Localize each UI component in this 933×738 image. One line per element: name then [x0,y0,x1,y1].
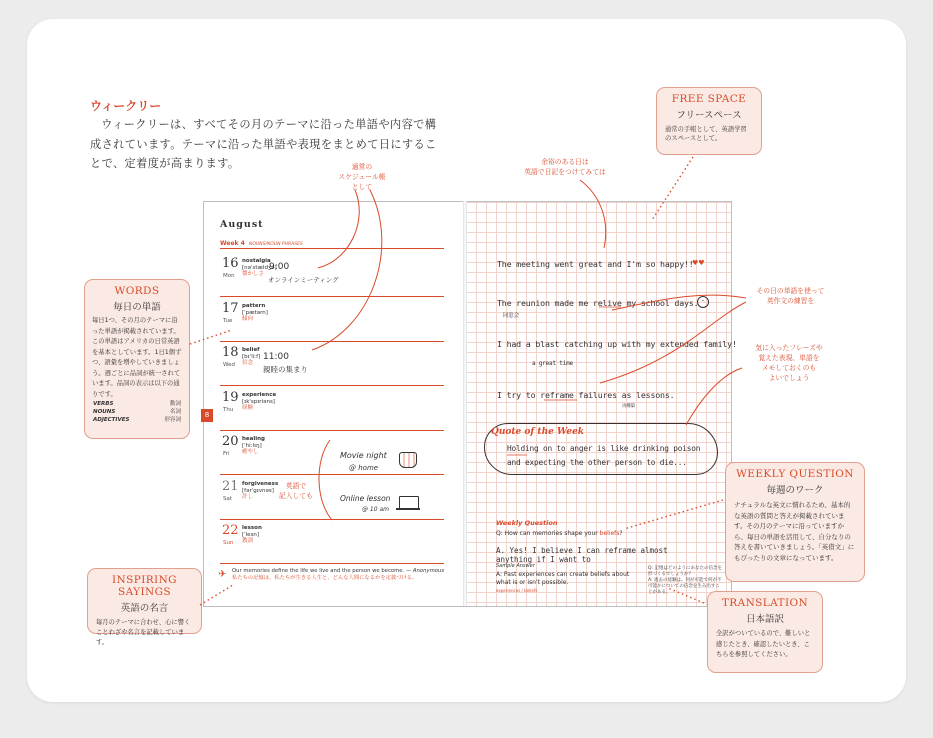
hand-text-fri-1: Movie night [340,451,387,460]
dots-words [190,330,232,344]
callout-free-space: FREE SPACE フリースペース 通常の手帳として、英語学習のスペースとして。 [656,87,762,155]
weekly-question-title: Weekly Question [496,519,558,527]
callout-inspiring: INSPIRING SAYINGS 英語の名言 毎月のテーマに合わせ、心に響くことわざや名言を記載しています。 [87,568,202,634]
translation-text: Q: 記憶はどのようにあなたの信念を形づくるでしょうか？ A: 過去の経験は、何が可能で何が不可能かについての信念を生み出すことがある。 [648,566,722,595]
hand-time-wed: 11:00 [263,352,289,362]
month-heading: August [220,219,264,230]
dots-translation [668,588,704,603]
quote-line-2: and expecting the other person to die... [507,458,687,467]
leader-use-word-1 [612,295,746,310]
day-number: 17 [222,301,239,316]
saying-author: — Anonymous [405,568,445,574]
annotation-free-day: 余裕のある日は 英語で日記をつけてみては [524,158,606,176]
day-word: nostalgia [nəˈstældʒə] 懐かしさ [242,258,277,277]
dots-free-space [652,157,693,220]
hand-text-mon: オンラインミーティング [268,276,339,284]
diary-line-1: The meeting went great and I'm so happy!! [497,259,694,269]
hand-text-sat-1: Online lesson [340,494,391,503]
day-number: 16 [222,256,239,271]
day-of-week: Wed [223,362,235,368]
sample-answer-label: Sample Answer [496,563,535,569]
section-title: ウィークリー [90,99,162,113]
annotation-english: 英語で 記入しても [279,482,313,500]
day-of-week: Tue [223,318,233,324]
hand-time-mon: 9:00 [269,262,290,272]
day-word: pattern [ˈpætərn] 傾向 [242,303,268,322]
callout-weekly-question: WEEKLY QUESTION 毎週のワーク ナチュラルな英文に慣れるため、基本的な英語の質問と答えが掲載されています。その月のテーマに沿っていますから、毎日の単語を活用して、自分なりの答えを書いていきましょう。「英借文」にもぴったりの文章になっています。 [725,462,865,582]
day-number: 19 [222,390,239,405]
day-of-week: Fri [223,451,230,457]
diary-line-3: I had a blast catching up with my extended family! [497,339,737,349]
dots-weekly-question [624,500,723,529]
annotation-memo: 気に入ったフレーズや 覚えた表現、単語を メモしておくのも よいでしょう [755,344,823,382]
day-number: 18 [222,345,239,360]
section-description: ウィークリーは、すべてその月のテーマに沿った単語や内容で構成されています。テーマに沿った単語や表現をまとめて日にすることで、定着度が高まります。 [90,118,437,170]
leader-memo [686,368,742,425]
leader-schedule-2 [312,190,382,350]
dots-inspiring [200,585,233,605]
leader-free-day [580,180,606,248]
day-number: 21 [222,479,239,494]
annotation-schedule: 通常の スケジュール帳 として [338,163,386,191]
bracket-english [319,440,332,520]
saying-ja: 私たちの記憶は、私たちが生きる人生と、どんな人間になるかを定義づける。 [232,574,418,581]
day-word: lesson [ˈlesn] 教訓 [242,525,262,544]
quote-line-1: Holding on to anger is like drinking poison [507,444,701,453]
day-number: 20 [222,434,239,449]
leader-use-word-2 [600,302,746,383]
sample-key-words: experiences / beliefs [496,588,538,593]
diary-note-1: 同窓会 [503,313,519,319]
day-of-week: Mon [223,273,235,279]
heart-icon: ♥♥ [692,259,705,267]
bird-icon: ✈ [218,569,227,580]
diary-note-2: a great time [532,360,573,367]
diary-note-3: 再構築 [622,404,635,409]
day-of-week: Sat [223,496,233,502]
day-word: belief [bɪˈliːf] 信念 [242,347,261,366]
callout-translation: TRANSLATION 日本語訳 全訳がついているので、難しいと感じたとき、確認したいとき、こちらを参照してください。 [707,591,823,673]
hand-text-wed: 親睦の集まり [263,365,308,374]
day-word: experience [ɪkˈspɪriəns] 経験 [242,392,277,411]
quote-heading: Quote of the Week [491,427,585,437]
annotation-use-word: その日の単語を使って 英作文の練習を [756,287,825,305]
diary-line-2: The reunion made me relive my school days. [497,298,699,308]
page-tab: 8 [201,409,213,422]
day-word: healing [ˈhiːlɪŋ] 癒やし [242,436,265,455]
day-word: forgiveness [fərˈɡɪvnəs] 許し [242,481,279,500]
hand-text-sat-2: @ 10 am [362,506,389,513]
callout-words: WORDS 毎日の単語 毎日1つ、その月のテーマに沿った単語が掲載されています。この単語はアメリカの日常英語を基本としています。1日1個ずつ、語彙を増やしていきましょう。週ごとに品詞が統一されています。品詞の表示は以下の通りです。 VERBS 動詞 NOUNS 名詞 ADJECTIVES 形容詞 [84,279,190,439]
sample-answer: A: Past experiences can create beliefs about what is or isn't possible. [496,571,630,586]
week-heading: Week 4 NOUNS/NOUN PHRASES [220,240,303,247]
day-of-week: Sun [223,540,234,546]
weekly-answer: A. Yes! I believe I can reframe almost anything if I want to [496,546,668,564]
day-of-week: Thu [223,407,234,413]
day-number: 22 [222,523,239,538]
saying-en: Our memories define the life we live and the person we become. [232,568,405,574]
smile-icon: ᵕ [697,296,709,308]
weekly-question: Q: How can memories shape your beliefs? [496,530,623,537]
leader-schedule-1 [318,190,359,268]
pos-list: VERBS 動詞 NOUNS 名詞 ADJECTIVES 形容詞 [93,401,181,423]
diary-line-4: I try to reframe failures as lessons. [497,390,675,400]
hand-text-fri-2: @ home [349,464,379,472]
